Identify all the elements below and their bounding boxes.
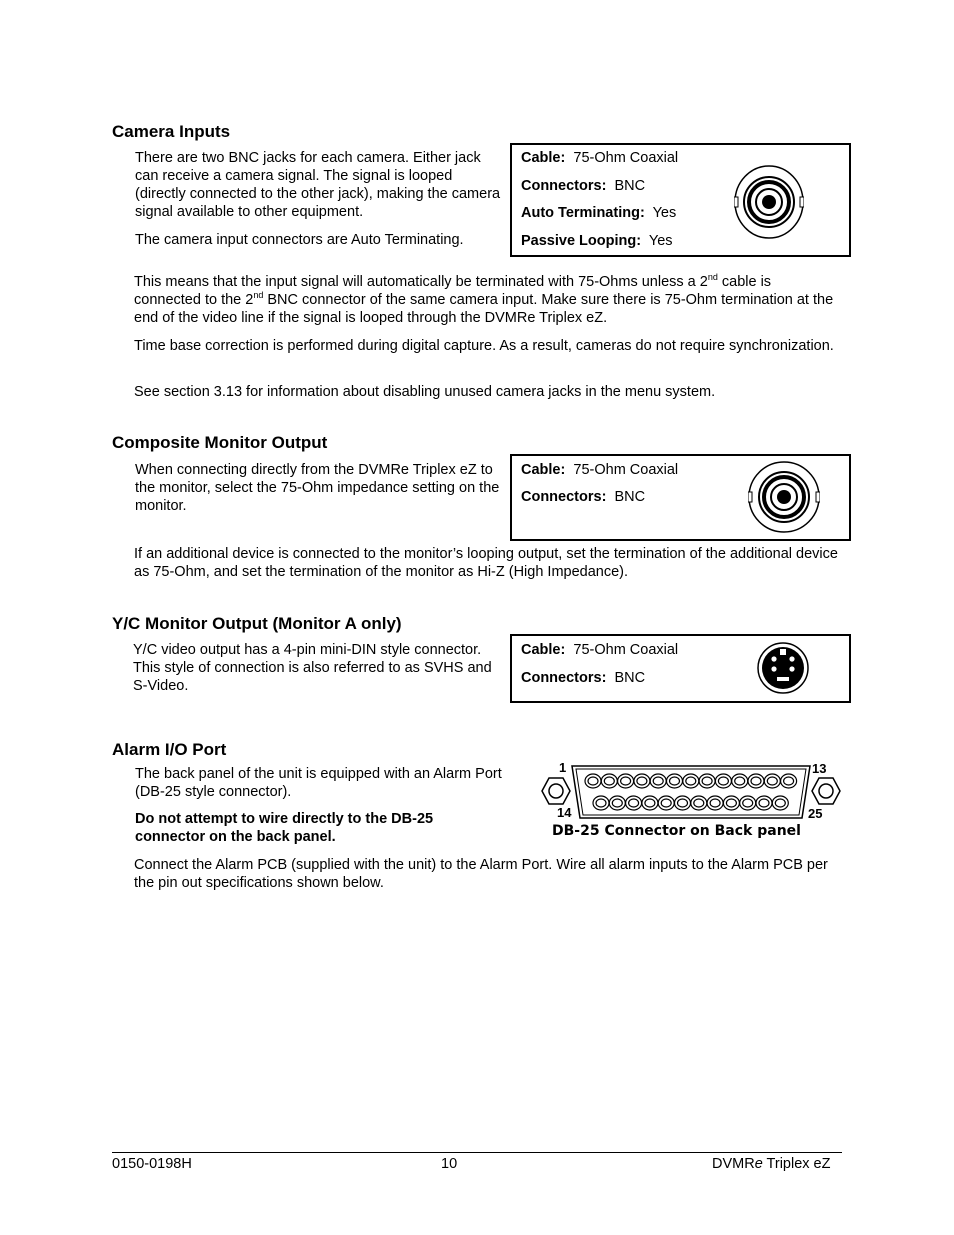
section-title-camera-inputs: Camera Inputs (112, 122, 231, 141)
db25-pin-hole (678, 799, 688, 807)
db25-pin-hole (637, 777, 647, 785)
spec-cable: Cable: 75-Ohm Coaxial (521, 642, 679, 658)
db25-caption: DB-25 Connector on Back panel (552, 823, 801, 839)
db25-pin-hole (726, 799, 736, 807)
db25-pin-hole (784, 777, 794, 785)
composite-spec-box (510, 454, 851, 541)
footer-product-name: DVMRe Triplex eZ (712, 1156, 831, 1172)
pin-label-14: 14 (557, 805, 572, 820)
db25-pin-hole (670, 777, 680, 785)
db25-pin-hole (743, 799, 753, 807)
spec-connectors: Connectors: BNC (521, 670, 646, 686)
pin-label-1: 1 (559, 760, 567, 775)
spec-connectors: Connectors: BNC (521, 489, 646, 505)
db25-pin-hole (653, 777, 663, 785)
db25-pin-hole (621, 777, 631, 785)
db25-pin-hole (775, 799, 785, 807)
yc-spec-box (510, 634, 851, 703)
spec-cable: Cable: 75-Ohm Coaxial (521, 150, 679, 166)
db25-pin-hole (718, 777, 728, 785)
pin-label-25: 25 (808, 806, 823, 821)
db25-pin-hole (629, 799, 639, 807)
db25-pin-hole (604, 777, 614, 785)
bnc-connector-icon (734, 165, 804, 239)
db25-pin-hole (759, 799, 769, 807)
db25-connector-icon (540, 760, 845, 822)
db25-pin-hole (686, 777, 696, 785)
db25-pin-hole (694, 799, 704, 807)
db25-pin-hole (612, 799, 622, 807)
section-title-alarm-io: Alarm I/O Port (112, 740, 227, 759)
yc-intro: Y/C video output has a 4-pin mini-DIN style connector. This style of connection is also referred to as SVHS and S-Video. (133, 642, 492, 694)
db25-pin-hole (751, 777, 761, 785)
section-title-composite-monitor: Composite Monitor Output (112, 433, 328, 452)
alarm-warning: Do not attempt to wire directly to the DB-25 connector on the back panel. (135, 811, 434, 845)
camera-termination-paragraph: This means that the input signal will automatically be terminated with 75-Ohms unless a 2nd cable is connected to the 2nd BNC connector of the same camera input. Make sure there is 75-Ohm termination at the end of the video line if the signal is looped through the DVMRe Triplex eZ. (134, 272, 834, 326)
composite-termination-paragraph: If an additional device is connected to the monitor’s looping output, set the termination of the additional device as 75-Ohm, and set the termination of the monitor as Hi-Z (High Impedance). (134, 546, 838, 580)
camera-auto-terminating-note: The camera input connectors are Auto Terminating. (135, 232, 464, 248)
camera-see-section-paragraph: See section 3.13 for information about disabling unused camera jacks in the menu system. (134, 384, 716, 400)
db25-pin-hole (735, 777, 745, 785)
footer-doc-number: 0150-0198H (112, 1156, 192, 1172)
db25-pin-hole (645, 799, 655, 807)
db25-pin-hole (710, 799, 720, 807)
db25-pin-hole (767, 777, 777, 785)
composite-intro: When connecting directly from the DVMRe Triplex eZ to the monitor, select the 75-Ohm impedance setting on the monitor. (135, 462, 500, 514)
mini-din-connector-icon (757, 642, 809, 694)
db25-pin-hole (702, 777, 712, 785)
db25-pin-hole (596, 799, 606, 807)
footer-rule (112, 1152, 842, 1153)
spec-connectors: Connectors: BNC (521, 178, 646, 194)
db25-pin-hole (661, 799, 671, 807)
pin-label-13: 13 (812, 761, 827, 776)
camera-intro: There are two BNC jacks for each camera. Either jack can receive a camera signal. The signal is looped (directly connected to the other jack), making the camera signal available to other equipment. (135, 150, 501, 220)
camera-timebase-paragraph: Time base correction is performed during digital capture. As a result, cameras do not require synchronization. (134, 338, 834, 354)
spec-passive-looping: Passive Looping: Yes (521, 233, 673, 249)
camera-spec-box (510, 143, 851, 257)
footer-page-number: 10 (441, 1156, 458, 1172)
db25-pin-hole (588, 777, 598, 785)
spec-cable: Cable: 75-Ohm Coaxial (521, 462, 679, 478)
alarm-connect-paragraph: Connect the Alarm PCB (supplied with the unit) to the Alarm Port. Wire all alarm inputs to the Alarm PCB per the pin out specifications shown below. (134, 857, 828, 891)
bnc-connector-icon (748, 461, 820, 533)
alarm-intro: The back panel of the unit is equipped with an Alarm Port (DB-25 style connector). (135, 766, 502, 800)
db25-figure (540, 760, 845, 844)
spec-auto-terminating: Auto Terminating: Yes (521, 205, 677, 221)
section-title-yc-monitor: Y/C Monitor Output (Monitor A only) (112, 614, 402, 633)
